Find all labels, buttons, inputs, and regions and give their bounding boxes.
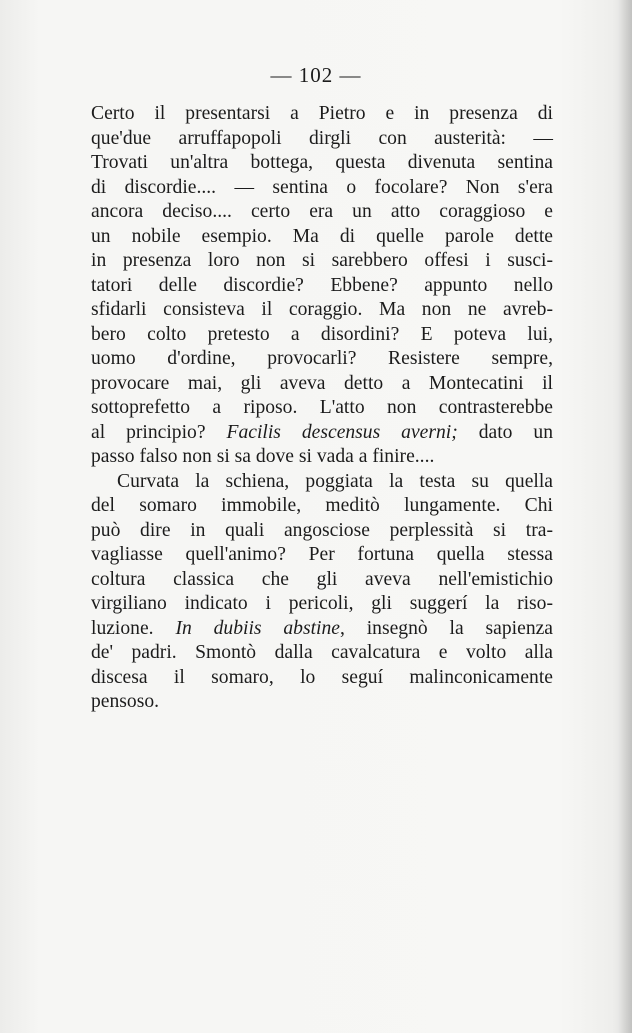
text-line — [91, 298, 553, 323]
text-line — [91, 225, 553, 250]
text-run: pensoso. — [91, 691, 160, 712]
text-run: Curvata la schiena, poggiata la testa su quella — [117, 470, 553, 492]
text-run: passo falso non si sa dove si vada a finire.... — [91, 446, 435, 467]
text-run: discesa il somaro, lo seguí malinconicamente — [91, 666, 553, 688]
page-edge-shadow — [618, 0, 632, 1033]
text-run: un nobile esempio. Ma di quelle parole dette — [91, 225, 553, 247]
text-line — [91, 568, 553, 593]
text-line — [91, 372, 553, 397]
text-run: Trovati un'altra bottega, questa divenuta sentina — [91, 152, 553, 173]
text-line — [91, 274, 553, 299]
page-number: — 102 — — [270, 63, 362, 87]
text-run: al principio? — [91, 421, 227, 443]
text-run: coltura classica che gli aveva nell'emistichio — [91, 568, 553, 590]
italic-text: Facilis descensus averni; — [226, 421, 458, 443]
text-run: luzione. — [91, 617, 176, 639]
text-run: sfidarli consisteva il coraggio. Ma non ne avreb- — [91, 299, 553, 320]
text-line — [91, 519, 553, 544]
text-line — [91, 249, 553, 274]
text-line — [91, 323, 553, 348]
text-line — [91, 421, 553, 446]
italic-text: In dubiis abstine — [175, 617, 340, 639]
text-run: , insegnò la sapienza — [339, 617, 554, 639]
text-line — [91, 347, 553, 372]
text-line — [91, 494, 553, 519]
body-text — [91, 102, 553, 715]
text-run: que'due arruffapopoli dirgli con austerità: — — [91, 127, 553, 149]
text-line — [91, 641, 553, 666]
text-line — [91, 176, 553, 201]
text-line — [91, 396, 553, 421]
text-run: de' padri. Smontò dalla cavalcatura e volto alla — [91, 642, 553, 663]
text-line — [91, 592, 553, 617]
text-run: del somaro immobile, meditò lungamente. Chi — [91, 495, 553, 516]
text-run: provocare mai, gli aveva detto a Montecatini il — [91, 372, 553, 394]
text-run: in presenza loro non si sarebbero offesi i susci- — [91, 250, 553, 271]
text-line — [91, 127, 553, 152]
paragraph — [91, 102, 553, 470]
paragraph — [91, 470, 553, 715]
text-line — [91, 200, 553, 225]
text-run: vagliasse quell'animo? Per fortuna quella stessa — [91, 544, 553, 565]
text-run: bero colto pretesto a disordini? E poteva lui, — [91, 323, 553, 345]
text-run: dato un — [457, 421, 554, 443]
text-run: di discordie.... — sentina o focolare? Non s'era — [91, 176, 553, 198]
text-line — [91, 102, 553, 127]
text-line — [91, 151, 553, 176]
text-run: tatori delle discordie? Ebbene? appunto nello — [91, 274, 553, 296]
text-run: virgiliano indicato i pericoli, gli suggerí la riso- — [91, 593, 553, 614]
text-line — [91, 445, 553, 470]
text-run: Certo il presentarsi a Pietro e in presenza di — [91, 103, 553, 124]
text-line — [91, 543, 553, 568]
text-run: ancora deciso.... certo era un atto coraggioso e — [91, 201, 553, 222]
text-run: sottoprefetto a riposo. L'atto non contrasterebbe — [91, 397, 553, 418]
text-run: uomo d'ordine, provocarli? Resistere sempre, — [91, 348, 553, 369]
text-line — [91, 690, 553, 715]
text-line — [91, 666, 553, 691]
text-run: può dire in quali angosciose perplessità si tra- — [91, 519, 553, 541]
text-line — [91, 617, 553, 642]
text-line — [91, 470, 553, 495]
